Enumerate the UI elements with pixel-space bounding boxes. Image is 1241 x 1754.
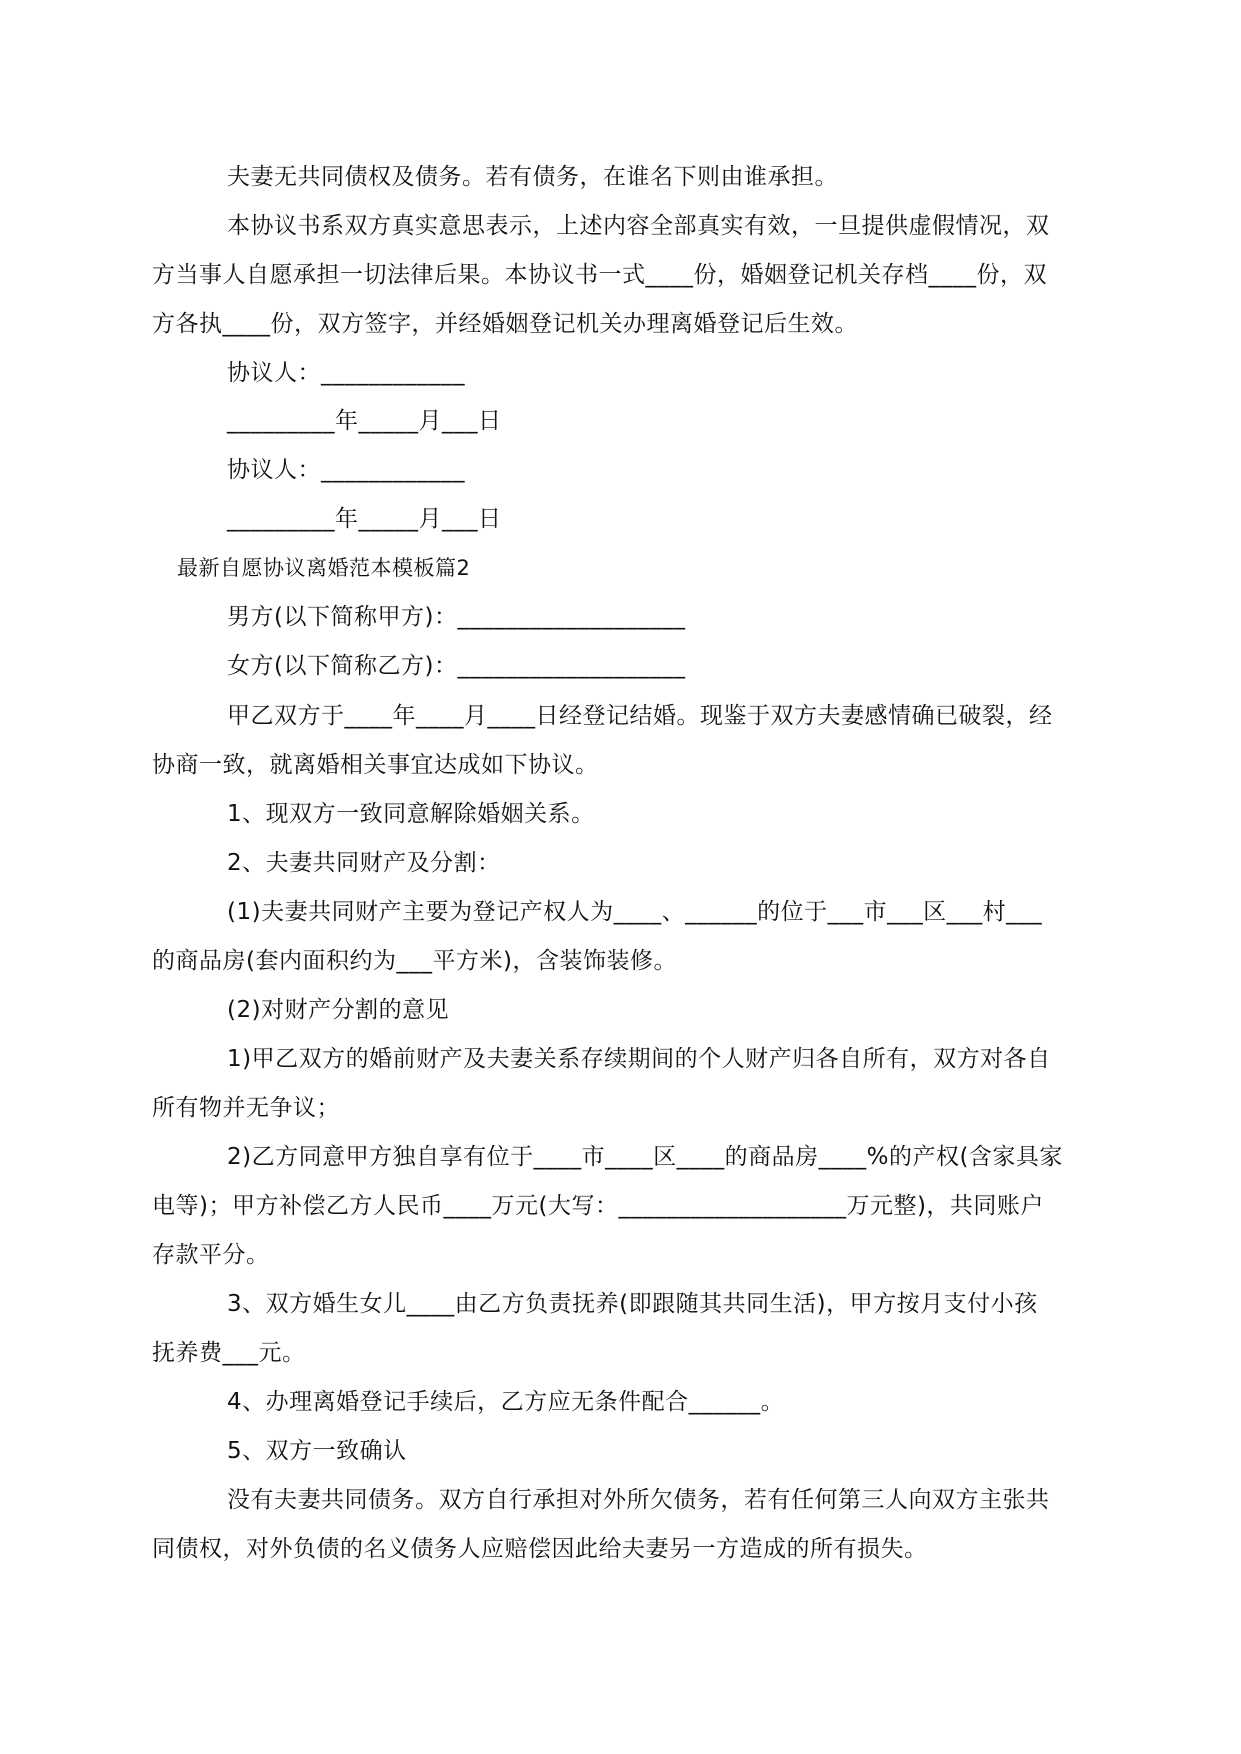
clause-line: (1)夫妻共同财产主要为登记产权人为____、______的位于___市___区___村___ <box>227 899 1043 925</box>
date-line: _________年_____月___日 <box>227 408 502 434</box>
clause-line: 1、现双方一致同意解除婚姻关系。 <box>227 801 595 827</box>
section-heading: 最新自愿协议离婚范本模板篇2 <box>177 556 471 580</box>
paragraph-line: 本协议书系双方真实意思表示，上述内容全部真实有效，一旦提供虚假情况，双 <box>227 213 1050 239</box>
clause-line: 5、双方一致确认 <box>227 1438 407 1464</box>
clause-line: 1)甲乙双方的婚前财产及夫妻关系存续期间的个人财产归各自所有，双方对各自 <box>227 1046 1051 1072</box>
clause-line: 2)乙方同意甲方独自享有位于____市____区____的商品房____%的产权(含家具家 <box>227 1144 1063 1170</box>
paragraph-line: 甲乙双方于____年____月____日经登记结婚。现鉴于双方夫妻感情确已破裂，经 <box>227 703 1053 729</box>
signature-line: 协议人：____________ <box>227 457 465 483</box>
clause-line: 3、双方婚生女儿____由乙方负责抚养(即跟随其共同生活)，甲方按月支付小孩 <box>227 1291 1038 1317</box>
clause-line: 抚养费___元。 <box>152 1340 306 1366</box>
signature-line: 协议人：____________ <box>227 360 465 386</box>
clause-line: 4、办理离婚登记手续后，乙方应无条件配合______。 <box>227 1389 785 1415</box>
date-line: _________年_____月___日 <box>227 506 502 532</box>
clause-line: 的商品房(套内面积约为___平方米)，含装饰装修。 <box>152 948 677 974</box>
clause-line: 2、夫妻共同财产及分割： <box>227 850 501 876</box>
party-line: 女方(以下简称乙方)：___________________ <box>227 653 686 679</box>
party-line: 男方(以下简称甲方)：___________________ <box>227 604 686 630</box>
paragraph-line: 方当事人自愿承担一切法律后果。本协议书一式____份，婚姻登记机关存档____份，双 <box>152 262 1047 288</box>
paragraph-line: 方各执____份，双方签字，并经婚姻登记机关办理离婚登记后生效。 <box>152 311 858 337</box>
clause-line: 存款平分。 <box>152 1242 270 1268</box>
clause-line: 所有物并无争议； <box>152 1095 340 1121</box>
paragraph-line: 夫妻无共同债权及债务。若有债务，在谁名下则由谁承担。 <box>227 164 838 190</box>
clause-line: (2)对财产分割的意见 <box>227 997 450 1023</box>
paragraph-line: 协商一致，就离婚相关事宜达成如下协议。 <box>152 752 599 778</box>
clause-line: 电等)；甲方补偿乙方人民币____万元(大写：___________________万元整)，共同账户 <box>152 1193 1044 1219</box>
paragraph-line: 同债权，对外负债的名义债务人应赔偿因此给夫妻另一方造成的所有损失。 <box>152 1536 928 1562</box>
paragraph-line: 没有夫妻共同债务。双方自行承担对外所欠债务，若有任何第三人向双方主张共 <box>227 1487 1050 1513</box>
